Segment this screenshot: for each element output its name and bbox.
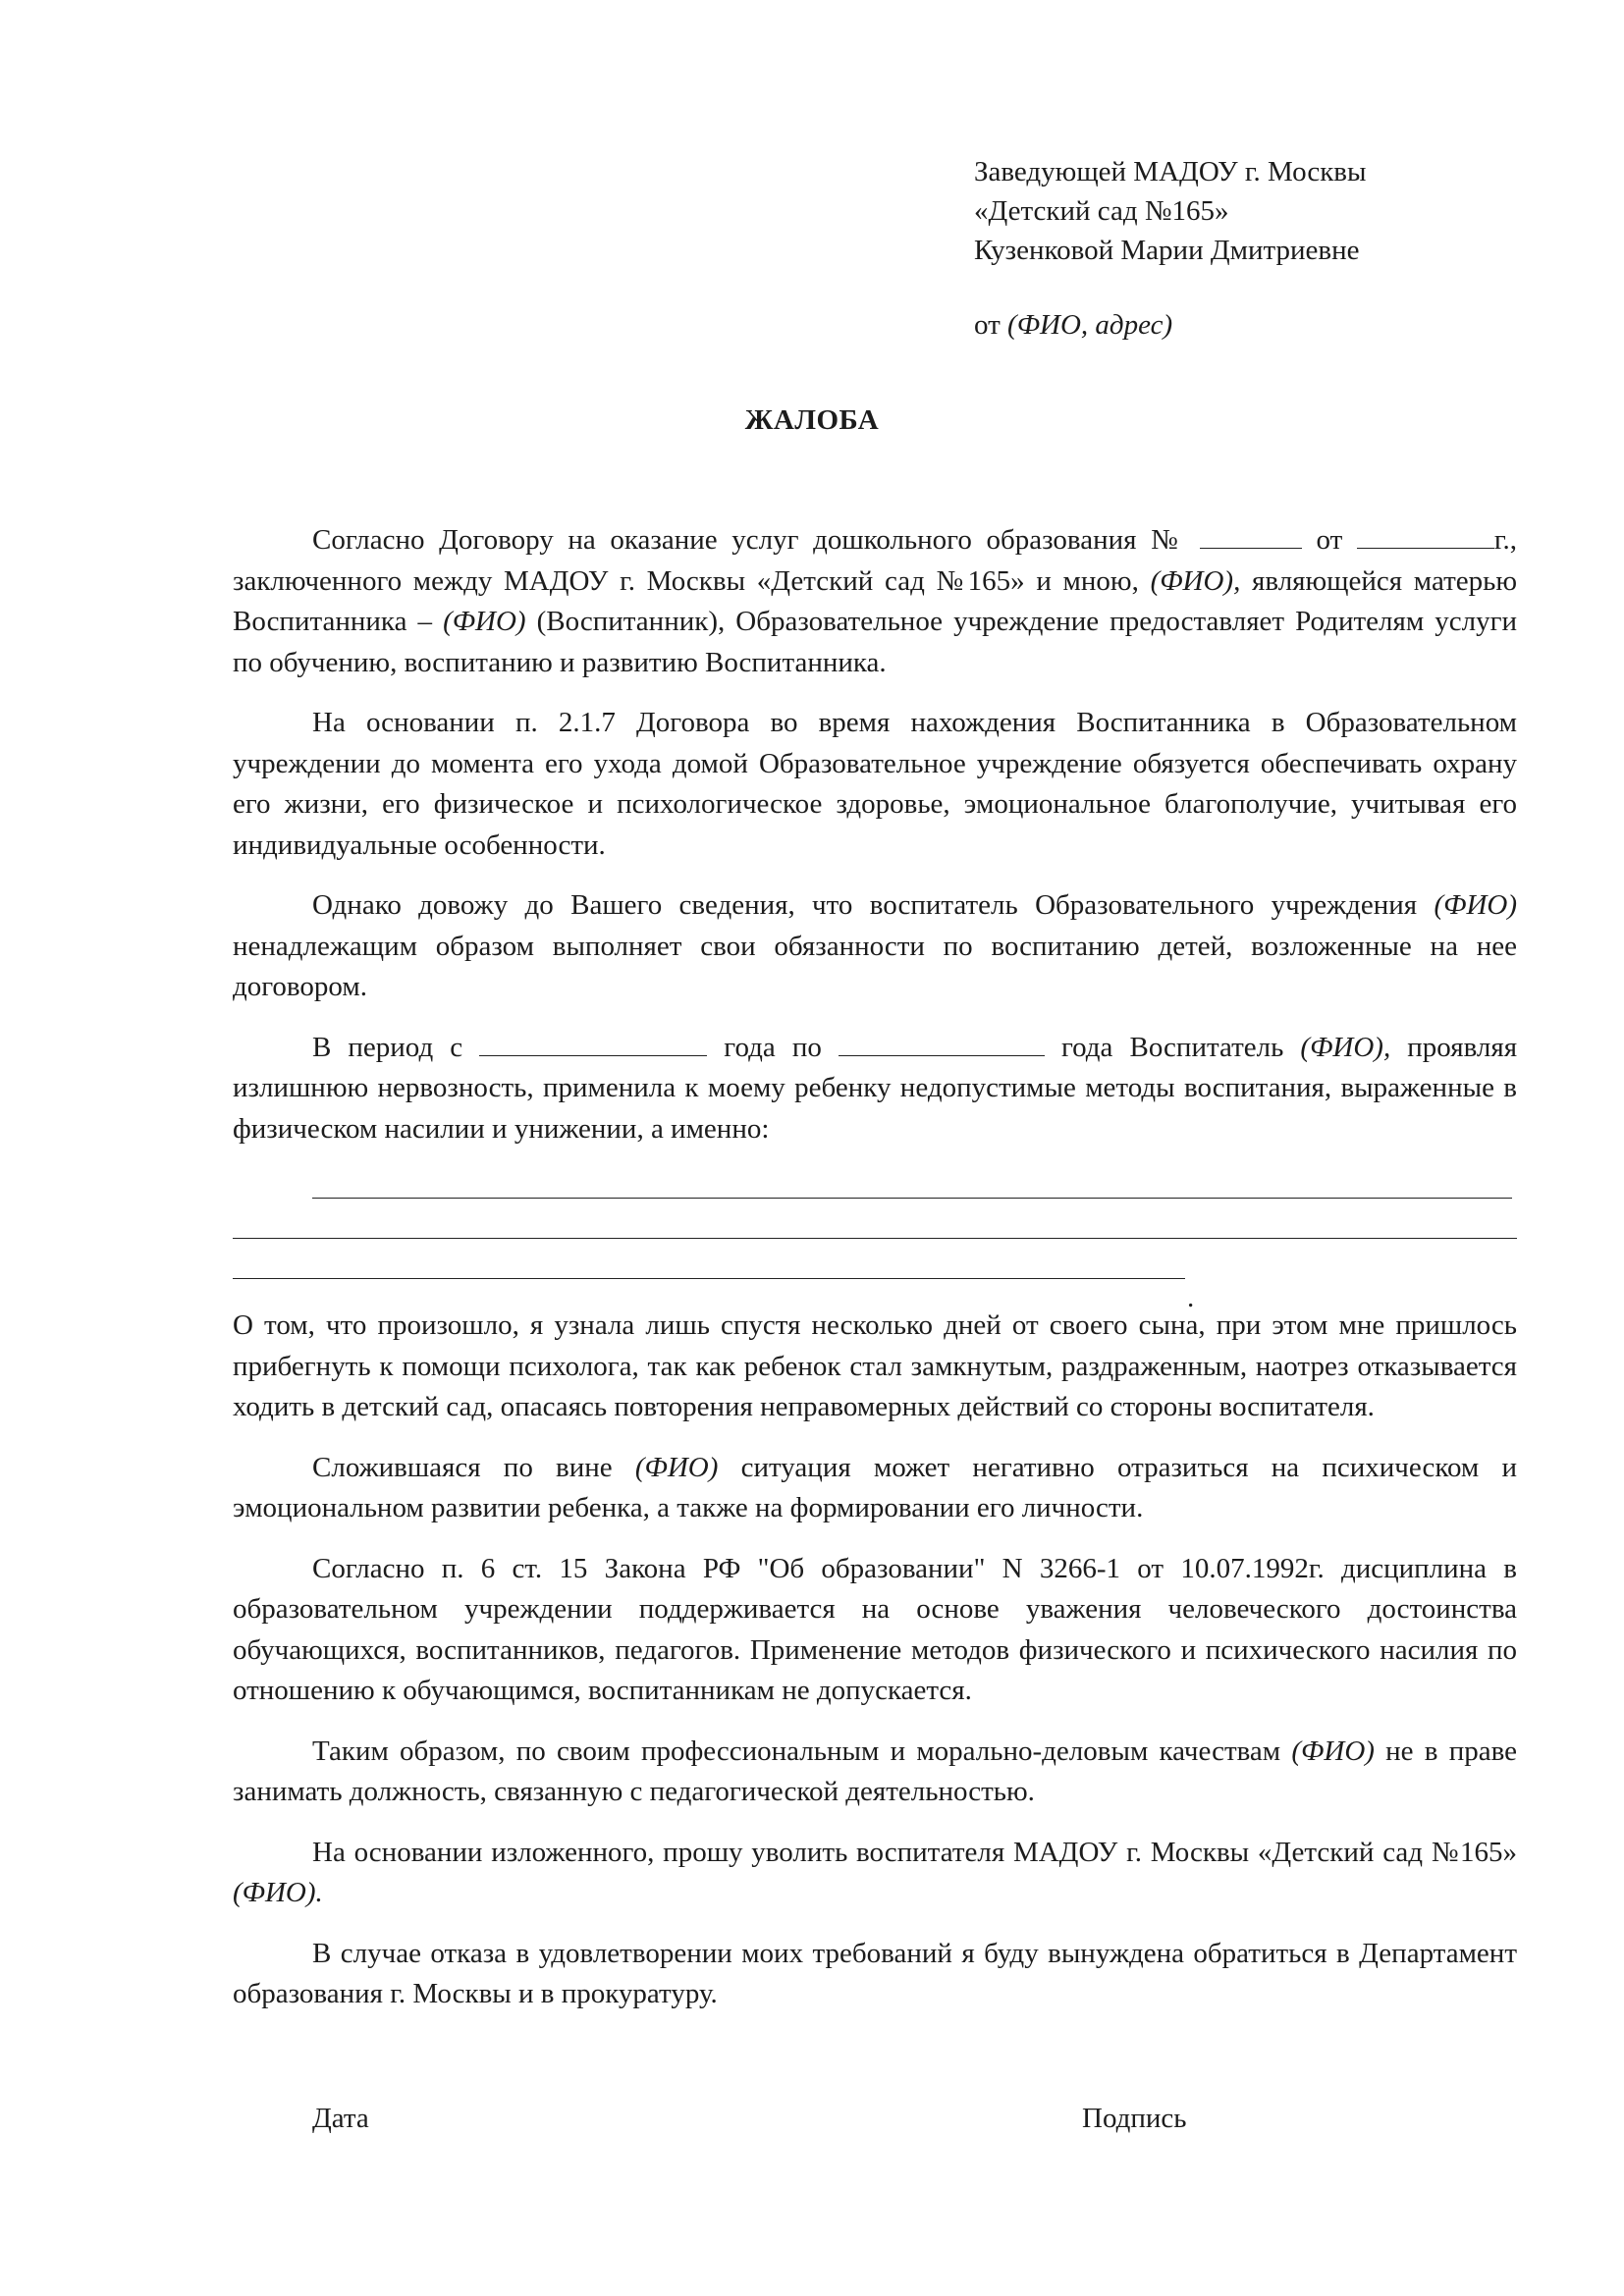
paragraph-contract [233,520,1517,683]
p3-fio: (ФИО) [1434,889,1518,921]
p9-text-a: На основании изложенного, прошу уволить воспитателя МАДОУ г. Москвы «Детский сад №165» [312,1836,1517,1868]
sender-line [974,305,1366,345]
p6-text-a: Сложившаяся по вине [312,1451,613,1483]
addressee-line-3: Кузенковой Марии Дмитриевне [974,235,1360,266]
blank-line-3: . [233,1250,1517,1290]
p1-fio-parent: (ФИО), [1150,564,1241,597]
blank-line-1 [233,1169,1517,1209]
p4-text-c: года Воспитатель [1060,1031,1284,1063]
sender-prefix: от [974,309,1001,341]
p4-fio: (ФИО), [1300,1031,1391,1063]
p1-text-a: Согласно Договору на оказание услуг дошкольного образования № [312,524,1186,556]
p3-text-b: ненадлежащим образом выполняет свои обязанности по воспитанию детей, возложенные на нее договором. [233,930,1517,1002]
p3-text-a: Однако довожу до Вашего сведения, что воспитатель Образовательного учреждения [312,889,1418,921]
document-title: ЖАЛОБА [744,404,880,436]
period-start-blank [479,1032,707,1056]
p4-text-b: года по [724,1031,822,1063]
p8-text-a: Таким образом, по своим профессиональным и морально-деловым качествам [312,1735,1281,1767]
p1-text-d: являющейся матерью Воспитанника – [233,564,1518,637]
p6-fio: (ФИО) [634,1451,719,1483]
p1-text-e: (Воспитанник), Образовательное учреждение предоставляет Родителям услуги по обучению, воспитанию и развитию Воспитанника. [233,606,1517,678]
addressee-line-1: Заведующей МАДОУ г. Москвы [974,156,1367,187]
details-blank-lines [233,1169,1517,1313]
paragraph-period [233,1028,1517,1150]
p6-text-b: ситуация может негативно отразиться на психическом и эмоциональном развитии ребенка, а также на формировании его личности. [233,1451,1518,1523]
p1-fio-child: (ФИО) [443,606,526,637]
blank-line-2 [233,1209,1517,1250]
p4-text-d: проявляя излишнюю нервозность, применила к моему ребенку недопустимые методы воспитания, выраженные в физическом насилии и унижении, а именно: [233,1031,1518,1145]
paragraph-consequences [233,1448,1517,1529]
p8-text-b: не в праве занимать должность, связанную с педагогической деятельностью. [233,1735,1517,1807]
period-end-blank [839,1032,1045,1056]
paragraph-law: Согласно п. 6 ст. 15 Закона РФ "Об образовании" N 3266-1 от 10.07.1992г. дисциплина в образовательном учреждении поддерживается на основе уважения человеческого достоинства обучающихся, воспитанников, педагогов. Применение методов физического и психического насилия по отношению к обучающимся, воспитанникам не допускается. [233,1552,1517,1706]
date-label: Дата [312,2103,369,2134]
paragraph-request [233,1833,1517,1914]
contract-number-blank [1200,524,1302,549]
document-body [233,520,1517,2035]
addressee-line-2: «Детский сад №165» [974,195,1229,227]
p8-fio: (ФИО) [1291,1735,1375,1767]
addressee-block [974,152,1366,345]
contract-date-blank [1357,524,1494,549]
paragraph-discovery: О том, что произошло, я узнала лишь спустя несколько дней от своего сына, при этом мне пришлось прибегнуть к помощи психолога, так как ребенок стал замкнутым, раздраженным, наотрез отказывается ходить в детский сад, опасаясь повторения неправомерных действий со стороны воспитателя. [233,1309,1517,1422]
paragraph-conclusion [233,1732,1517,1813]
signature-label: Подпись [1082,2103,1187,2134]
p9-fio: (ФИО). [233,1877,323,1908]
addressee-gap [974,270,1366,305]
paragraph-obligations: На основании п. 2.1.7 Договора во время нахождения Воспитанника в Образовательном учреждении до момента его ухода домой Образовательное учреждение обязуется обеспечивать охрану его жизни, его физическое и психологическое здоровье, эмоциональное благополучие, учитывая его индивидуальные особенности. [233,707,1517,861]
sender-placeholder: (ФИО, адрес) [1007,309,1173,341]
paragraph-notice [233,885,1517,1008]
p4-text-a: В период с [312,1031,463,1063]
p1-text-b: от [1316,524,1343,556]
paragraph-warning: В случае отказа в удовлетворении моих требований я буду вынуждена обратиться в Департамент образования г. Москвы и в прокуратуру. [233,1937,1517,2009]
p1-text-c: г., заключенного между МАДОУ г. Москвы «Детский сад №165» и мною, [233,524,1518,597]
